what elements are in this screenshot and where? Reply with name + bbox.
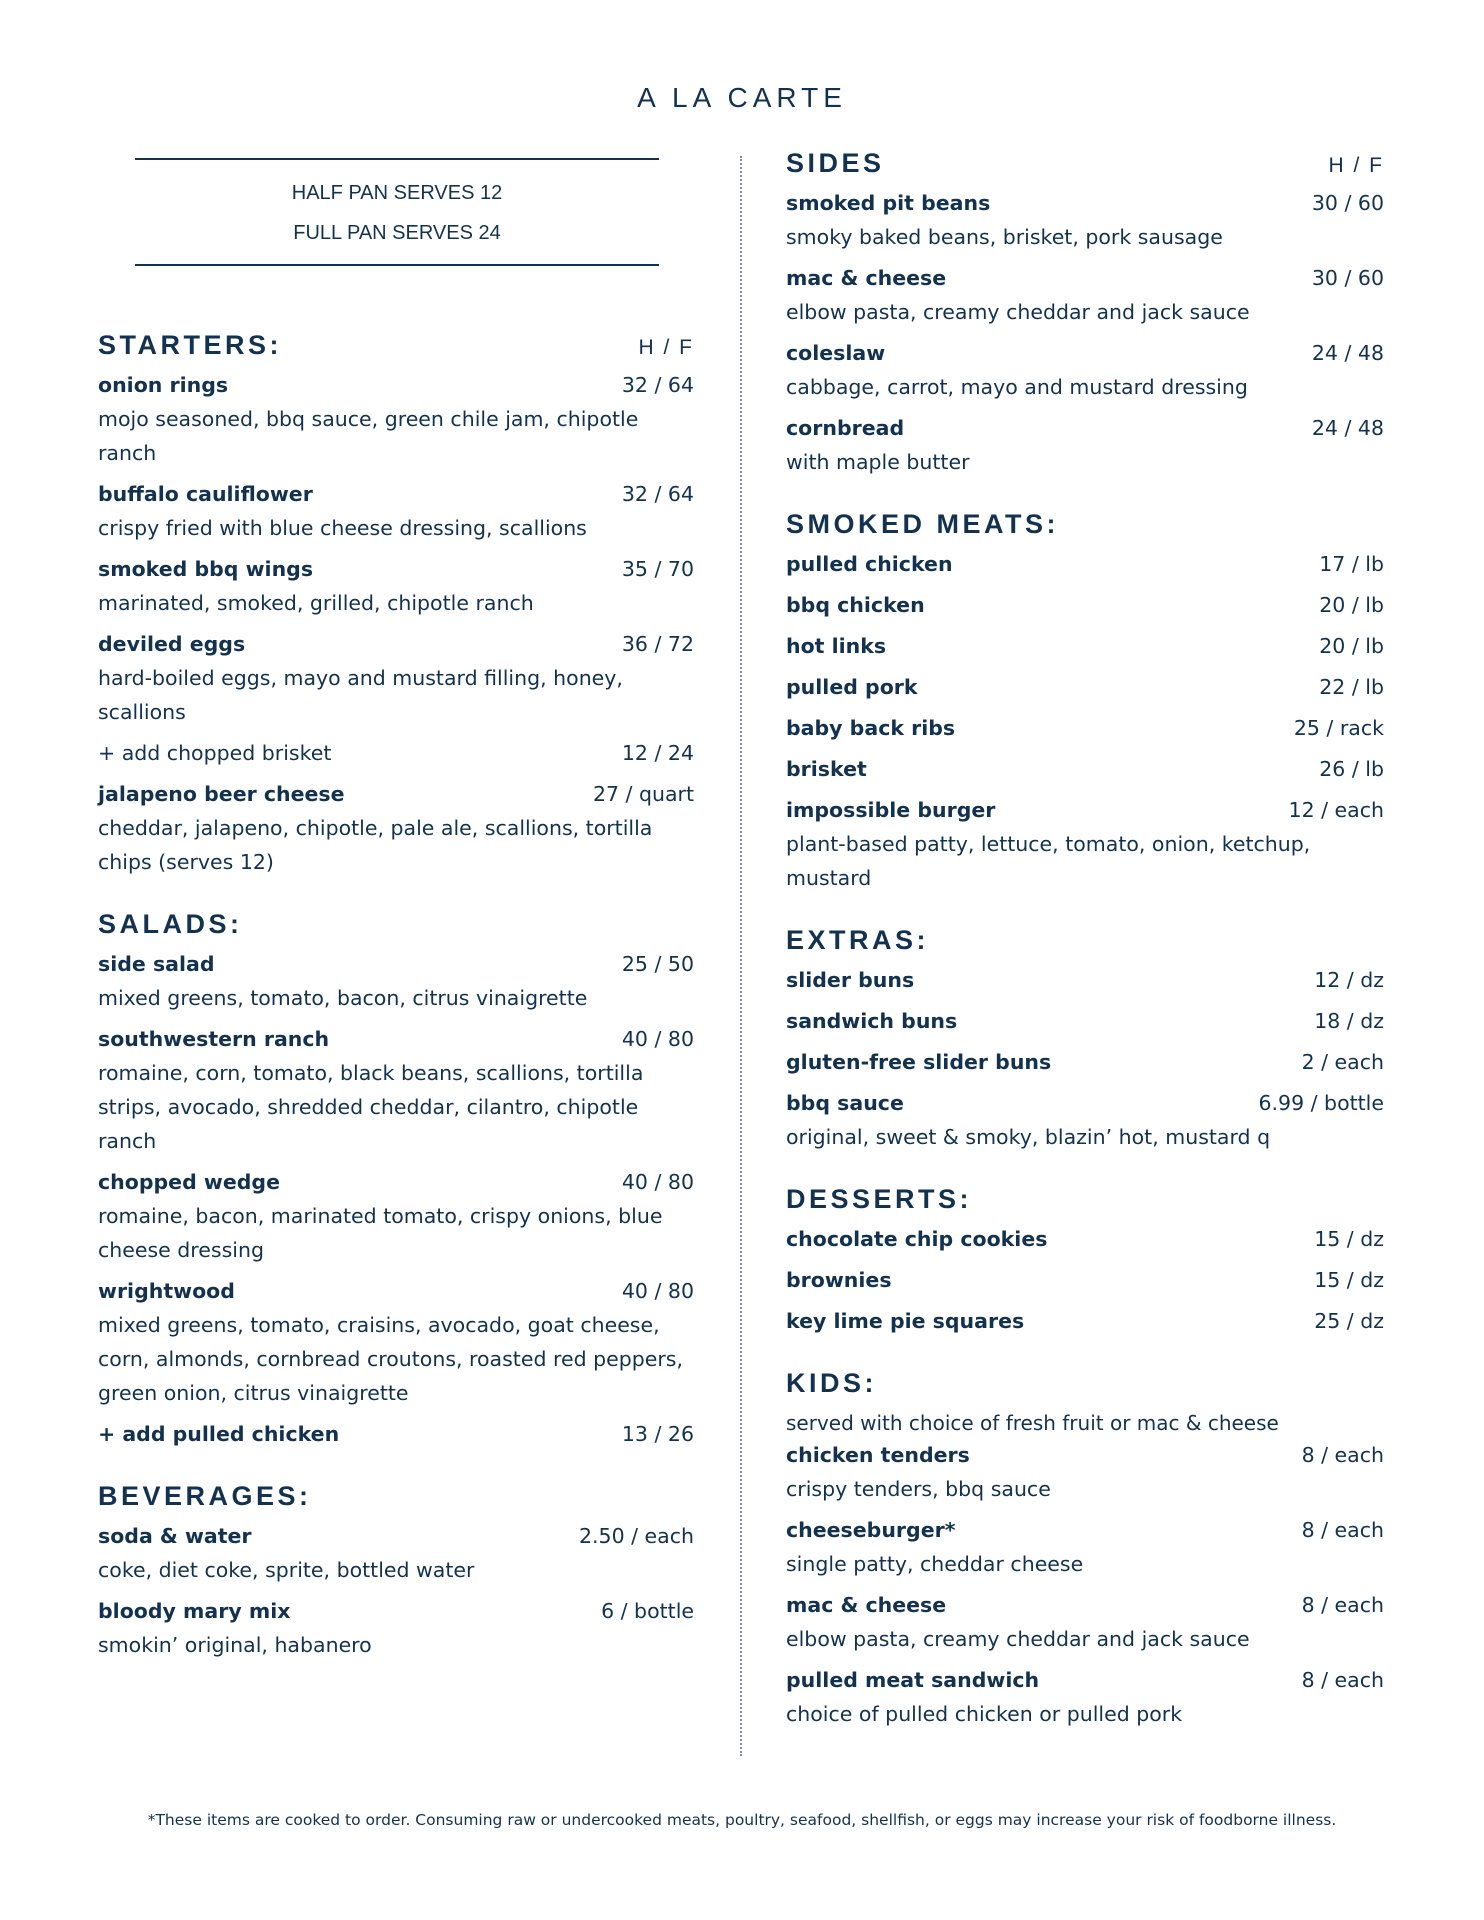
menu-item-name: buffalo cauliflower — [98, 482, 313, 506]
menu-item-description: smoky baked beans, brisket, pork sausage — [786, 225, 1223, 249]
menu-item-price: 15 / dz — [1314, 1268, 1384, 1292]
section-header — [786, 1184, 1384, 1215]
menu-item-row — [98, 553, 694, 586]
menu-item-name: chopped wedge — [98, 1170, 280, 1194]
menu-item-price: 25 / dz — [1314, 1309, 1384, 1333]
menu-item-name: wrightwood — [98, 1279, 235, 1303]
menu-item — [786, 712, 1384, 745]
menu-item-row — [786, 964, 1384, 997]
menu-item-name: bbq chicken — [786, 593, 925, 617]
menu-item — [786, 1046, 1384, 1079]
menu-item-description: smokin’ original, habanero — [98, 1633, 372, 1657]
menu-section-smoked-meats — [786, 509, 1384, 895]
menu-item-name: smoked bbq wings — [98, 557, 314, 581]
menu-item-description: crispy tenders, bbq sauce — [786, 1477, 1051, 1501]
menu-item-row — [98, 1275, 694, 1308]
menu-section-beverages — [98, 1481, 694, 1662]
menu-item-row — [786, 1223, 1384, 1256]
menu-item-row — [98, 1166, 694, 1199]
menu-item-description: marinated, smoked, grilled, chipotle ranch — [98, 591, 534, 615]
section-title: BEVERAGES: — [98, 1481, 312, 1511]
menu-item-price: 6.99 / bottle — [1258, 1091, 1384, 1115]
menu-item-price: 18 / dz — [1314, 1009, 1384, 1033]
menu-item-description: original, sweet & smoky, blazin’ hot, mustard q — [786, 1125, 1271, 1149]
menu-item-name: bbq sauce — [786, 1091, 904, 1115]
menu-item-row — [786, 187, 1384, 220]
menu-item-row — [98, 369, 694, 402]
menu-item-description: plant-based patty, lettuce, tomato, onion, ketchup, mustard — [786, 832, 1311, 890]
menu-item-description: mixed greens, tomato, bacon, citrus vinaigrette — [98, 986, 588, 1010]
menu-item — [786, 1514, 1384, 1581]
half-full-label: H / F — [638, 336, 694, 359]
menu-item-name: hot links — [786, 634, 887, 658]
menu-item-price: 12 / 24 — [621, 741, 694, 765]
menu-item-name: onion rings — [98, 373, 229, 397]
menu-item-row — [786, 1305, 1384, 1338]
menu-item-name: slider buns — [786, 968, 915, 992]
column-divider — [740, 156, 742, 1756]
section-title: SMOKED MEATS: — [786, 509, 1059, 539]
menu-item-price: 20 / lb — [1319, 634, 1384, 658]
menu-item-row — [786, 794, 1384, 827]
menu-item — [98, 478, 694, 545]
menu-section-extras — [786, 925, 1384, 1154]
menu-item-row — [786, 548, 1384, 581]
menu-item — [786, 589, 1384, 622]
menu-item — [786, 753, 1384, 786]
menu-item-price: 35 / 70 — [621, 557, 694, 581]
right-column — [786, 148, 1384, 1761]
menu-item-name: impossible burger — [786, 798, 996, 822]
menu-item — [786, 964, 1384, 997]
menu-item-row — [98, 1023, 694, 1056]
menu-item-row — [786, 753, 1384, 786]
menu-item-name: chocolate chip cookies — [786, 1227, 1048, 1251]
menu-item-price: 27 / quart — [592, 782, 694, 806]
menu-item-row — [98, 737, 694, 770]
menu-item-row — [786, 630, 1384, 663]
menu-item-price: 15 / dz — [1314, 1227, 1384, 1251]
section-header — [786, 925, 1384, 956]
section-title: KIDS: — [786, 1368, 877, 1398]
menu-item-price: 40 / 80 — [621, 1027, 694, 1051]
menu-item-description: single patty, cheddar cheese — [786, 1552, 1084, 1576]
section-title: SALADS: — [98, 909, 243, 939]
menu-item-name: mac & cheese — [786, 266, 947, 290]
menu-item — [786, 337, 1384, 404]
menu-item — [786, 794, 1384, 895]
menu-item-description: cabbage, carrot, mayo and mustard dressing — [786, 375, 1248, 399]
menu-section-salads — [98, 909, 694, 1451]
serving-info-box — [135, 158, 659, 266]
menu-item — [98, 553, 694, 620]
left-column — [98, 330, 694, 1692]
section-header — [98, 1481, 694, 1512]
menu-item-name: brownies — [786, 1268, 892, 1292]
menu-item-description: elbow pasta, creamy cheddar and jack sauce — [786, 1627, 1250, 1651]
menu-item-name: jalapeno beer cheese — [98, 782, 345, 806]
menu-item-name: sandwich buns — [786, 1009, 958, 1033]
menu-item-price: 25 / rack — [1293, 716, 1384, 740]
menu-item-price: 30 / 60 — [1311, 266, 1384, 290]
menu-item — [98, 948, 694, 1015]
menu-item-row — [786, 1005, 1384, 1038]
menu-item — [98, 1166, 694, 1267]
menu-item-description: romaine, bacon, marinated tomato, crispy onions, blue cheese dressing — [98, 1204, 663, 1262]
menu-item-name: smoked pit beans — [786, 191, 991, 215]
menu-item-name: pulled pork — [786, 675, 918, 699]
menu-item — [98, 1418, 694, 1451]
menu-section-kids — [786, 1368, 1384, 1731]
menu-item-row — [786, 1264, 1384, 1297]
menu-item-row — [786, 262, 1384, 295]
section-header — [786, 148, 1384, 179]
menu-item — [786, 187, 1384, 254]
menu-item-price: 40 / 80 — [621, 1279, 694, 1303]
menu-item-row — [98, 948, 694, 981]
menu-item-row — [98, 1418, 694, 1451]
menu-item-description: mojo seasoned, bbq sauce, green chile jam, chipotle ranch — [98, 407, 639, 465]
section-title: EXTRAS: — [786, 925, 930, 955]
menu-item-price: 2.50 / each — [578, 1524, 694, 1548]
menu-item-price: 22 / lb — [1319, 675, 1384, 699]
menu-item-name: chicken tenders — [786, 1443, 970, 1467]
menu-item-row — [786, 1046, 1384, 1079]
menu-section-sides — [786, 148, 1384, 479]
menu-item — [98, 778, 694, 879]
section-header — [786, 1368, 1384, 1399]
menu-item-name: cheeseburger* — [786, 1518, 956, 1542]
menu-item-name: deviled eggs — [98, 632, 246, 656]
menu-item-row — [786, 589, 1384, 622]
menu-item-price: 36 / 72 — [621, 632, 694, 656]
menu-item-price: 40 / 80 — [621, 1170, 694, 1194]
menu-item — [98, 1275, 694, 1410]
menu-item-name: baby back ribs — [786, 716, 956, 740]
menu-item-price: 8 / each — [1301, 1593, 1384, 1617]
menu-item-price: 20 / lb — [1319, 593, 1384, 617]
full-pan-note: FULL PAN SERVES 24 — [293, 222, 501, 244]
menu-item-price: 24 / 48 — [1311, 341, 1384, 365]
food-safety-disclaimer: *These items are cooked to order. Consuming raw or undercooked meats, poultry, seafood, shellfish, or eggs may increase your risk of foodborne illness. — [147, 1811, 1337, 1829]
menu-item-row — [786, 1664, 1384, 1697]
menu-item-name: southwestern ranch — [98, 1027, 330, 1051]
menu-item-name: pulled chicken — [786, 552, 953, 576]
menu-item-name: + add chopped brisket — [98, 741, 332, 765]
section-title: SIDES — [786, 148, 885, 178]
menu-item-name: brisket — [786, 757, 867, 781]
menu-item — [786, 262, 1384, 329]
menu-section-starters — [98, 330, 694, 879]
menu-item-price: 30 / 60 — [1311, 191, 1384, 215]
menu-item-name: key lime pie squares — [786, 1309, 1025, 1333]
menu-item-row — [786, 1439, 1384, 1472]
menu-item-price: 13 / 26 — [621, 1422, 694, 1446]
menu-item-description: choice of pulled chicken or pulled pork — [786, 1702, 1183, 1726]
menu-item-name: gluten-free slider buns — [786, 1050, 1052, 1074]
menu-item-price: 12 / dz — [1314, 968, 1384, 992]
section-header — [98, 330, 694, 361]
menu-item-price: 25 / 50 — [621, 952, 694, 976]
half-pan-note: HALF PAN SERVES 12 — [291, 182, 503, 204]
menu-item — [786, 1264, 1384, 1297]
menu-item-row — [98, 778, 694, 811]
menu-item-row — [786, 1514, 1384, 1547]
menu-item — [786, 1664, 1384, 1731]
menu-item — [98, 628, 694, 729]
menu-item-name: coleslaw — [786, 341, 886, 365]
menu-item-price: 32 / 64 — [621, 373, 694, 397]
menu-item — [786, 1223, 1384, 1256]
menu-item — [98, 737, 694, 770]
menu-item-name: side salad — [98, 952, 215, 976]
section-header — [98, 909, 694, 940]
menu-item-row — [786, 1589, 1384, 1622]
section-header — [786, 509, 1384, 540]
menu-item-description: with maple butter — [786, 450, 970, 474]
menu-item-description: mixed greens, tomato, craisins, avocado, goat cheese, corn, almonds, cornbread croutons, roasted red peppers, green onion, citrus vinaigrette — [98, 1313, 683, 1405]
menu-item-price: 12 / each — [1288, 798, 1384, 822]
menu-item-row — [786, 337, 1384, 370]
menu-item-price: 24 / 48 — [1311, 416, 1384, 440]
menu-item-row — [98, 1595, 694, 1628]
menu-item — [786, 671, 1384, 704]
menu-item — [98, 1595, 694, 1662]
menu-item-name: mac & cheese — [786, 1593, 947, 1617]
page-title: A LA CARTE — [637, 82, 847, 113]
menu-item-name: pulled meat sandwich — [786, 1668, 1040, 1692]
menu-item-name: + add pulled chicken — [98, 1422, 340, 1446]
section-note: served with choice of fresh fruit or mac & cheese — [786, 1411, 1279, 1435]
menu-item — [786, 412, 1384, 479]
menu-item-row — [786, 712, 1384, 745]
menu-item — [786, 1439, 1384, 1506]
menu-item — [98, 1023, 694, 1158]
menu-item-row — [98, 1520, 694, 1553]
menu-item-row — [786, 671, 1384, 704]
menu-item-price: 26 / lb — [1319, 757, 1384, 781]
menu-item-description: crispy fried with blue cheese dressing, scallions — [98, 516, 587, 540]
menu-item — [786, 1305, 1384, 1338]
menu-item-name: soda & water — [98, 1524, 252, 1548]
menu-item-price: 6 / bottle — [601, 1599, 694, 1623]
menu-item — [786, 548, 1384, 581]
menu-item-name: bloody mary mix — [98, 1599, 291, 1623]
menu-item — [786, 630, 1384, 663]
menu-item-price: 2 / each — [1301, 1050, 1384, 1074]
menu-item-description: coke, diet coke, sprite, bottled water — [98, 1558, 475, 1582]
section-title: DESSERTS: — [786, 1184, 973, 1214]
menu-item-row — [98, 628, 694, 661]
menu-item-price: 8 / each — [1301, 1668, 1384, 1692]
menu-item — [786, 1087, 1384, 1154]
menu-item — [98, 369, 694, 470]
menu-item-row — [98, 478, 694, 511]
menu-item-price: 17 / lb — [1319, 552, 1384, 576]
menu-item-price: 8 / each — [1301, 1443, 1384, 1467]
menu-item-description: hard-boiled eggs, mayo and mustard filling, honey, scallions — [98, 666, 623, 724]
menu-item-name: cornbread — [786, 416, 905, 440]
menu-item-description: cheddar, jalapeno, chipotle, pale ale, scallions, tortilla chips (serves 12) — [98, 816, 653, 874]
menu-item-description: elbow pasta, creamy cheddar and jack sauce — [786, 300, 1250, 324]
menu-item-description: romaine, corn, tomato, black beans, scallions, tortilla strips, avocado, shredded cheddar, cilantro, chipotle ranch — [98, 1061, 644, 1153]
half-full-label: H / F — [1328, 154, 1384, 177]
menu-item-price: 8 / each — [1301, 1518, 1384, 1542]
section-title: STARTERS: — [98, 330, 282, 360]
menu-item — [98, 1520, 694, 1587]
menu-item-row — [786, 1087, 1384, 1120]
menu-item-row — [786, 412, 1384, 445]
menu-item-price: 32 / 64 — [621, 482, 694, 506]
menu-item — [786, 1589, 1384, 1656]
menu-section-desserts — [786, 1184, 1384, 1338]
menu-item — [786, 1005, 1384, 1038]
